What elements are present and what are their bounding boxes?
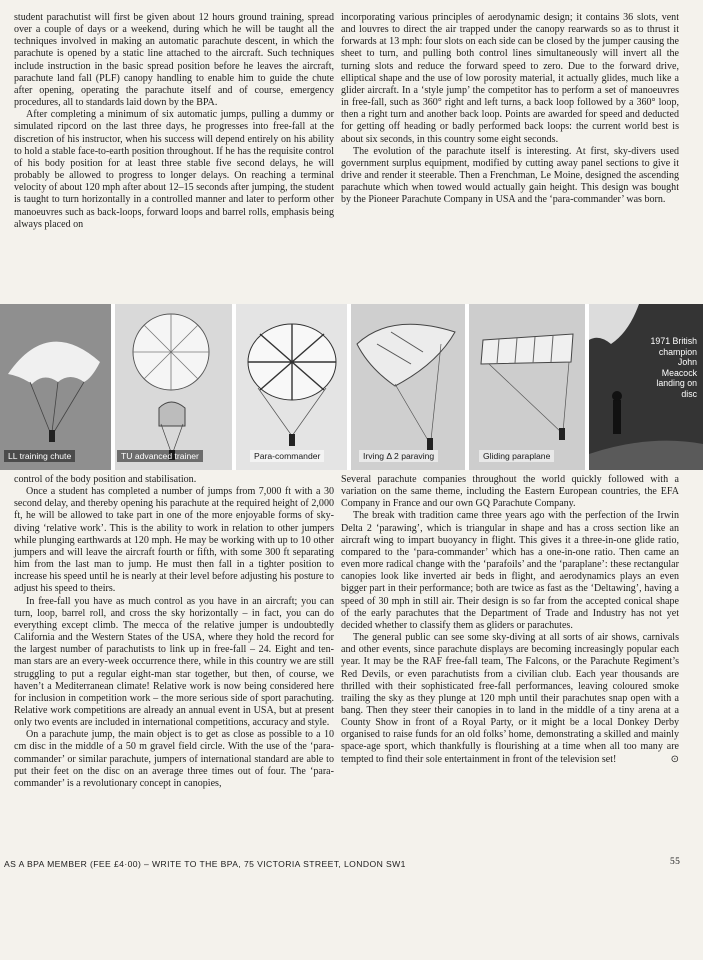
photo-para-commander [236, 304, 347, 470]
end-mark-icon: ⊙ [670, 753, 679, 765]
paragraph-text: The general public can see some sky-diving at all sorts of air shows, carnivals and other events, since parachute displays are becoming increasingly popular each year. It may be the RAF free-fall team, The Falcons, or the Parachute Regiment’s Red Devils, or even parachutists from a civilian club. Each year thousands are thrilled with their sophisticated free-fall performances, leaving coloured smoke trailing the sky as they plunge at 120 mph until their parachutes snap open with a bang. Then they steer their canopies in to land in the middle of a tiny arena at a County Show in front of a Royal Party, or it might be a local Donkey Derby organised to raise funds for an old folks’ home, demonstrating a skilled and mainly space-age sport, which thankfully is flourishing at a time when all too many are tempted to find their sole entertainment in front of the television set! [341, 632, 679, 765]
page-number: 55 [670, 857, 681, 867]
caption: LL training chute [4, 450, 75, 462]
caption: Gliding paraplane [479, 450, 554, 462]
photo-ll-training-chute [0, 304, 111, 470]
paragraph: The evolution of the parachute itself is interesting. At first, sky-divers used government surplus equipment, modified by cutting away panel sections to give it drive and render it steerable. Then a Frenchman, Le Moine, designed the ascending parachute which when towed would actually gain height. This design was bought by the Pioneer Parachute Company in USA and the ‘para-commander’ was born. [341, 145, 679, 206]
paragraph: incorporating various principles of aerodynamic design; it contains 36 slots, vent and louvres to direct the air trapped under the canopy rearwards so as to thrust it forwards at 13 mph: four slots on each side can be closed by the jumper causing the sheet to turn, and pulling both control lines simultaneously will invert all the turning slots and reduce the forward speed to zero. Due to the forward drive, elliptical shape and the use of low porosity material, it actually glides, much like a glider aircraft. In a ‘style jump’ the competitor has to perform a set of manoeuvres in free-fall, such as 360° right and left turns, a back loop followed by a 360° loop, then a right turn and another back loop. Points are awarded for speed and deducted for getting off heading or badly performed back loops: the current world best is about six seconds, in this country some eight seconds. [341, 12, 679, 145]
photo-john-meacock-landing [589, 304, 703, 470]
text-column-1 [14, 12, 334, 231]
footer-text: AS A BPA MEMBER (FEE £4·00) – WRITE TO THE BPA, 75 VICTORIA STREET, LONDON SW1 [4, 859, 406, 869]
paragraph: After completing a minimum of six automatic jumps, pulling a dummy or simulated ripcord on the last three days, he progresses into free-fall at the discretion of his instructor, when his success will depend entirely on his ability to hold a stable face-to-earth position throughout. If he has the requisite control of his body position for at least three stable five second delays, he will probably be allowed to progress to longer delays. On reaching a terminal velocity of about 120 mph after about 12–15 seconds after jumping, the student is taught to turn horizontally in a controlled manner and later to perform other manoeuvres such as back-loops, forward loops and barrel rolls, emphasis being always placed on [14, 109, 334, 230]
photo-tu-advanced-trainer [115, 304, 232, 470]
paragraph: The break with tradition came three years ago with the perfection of the Irwin Delta 2 ‘parawing’, which is triangular in shape and has a cross section like an aircraft wing to impart buoyancy in flight. This gives it a three-in-one glide ratio, compared to the ‘para-commander’ which has a one-in-one ratio. Then came an even more radical change with the ‘parafoils’ and the ‘paraplane’: these rectangular canopies look like inverted air beds in flight, and aerodynamics plays an even bigger part in their performance; both are twice as fast as the ‘Deltawing’, having a speed of 30 mph in still air. Their design is so far from the accepted conical shape of the early parachutes that the Department of Trade and Industry has not yet decided whether to classify them as gliders or parachutes. [341, 510, 679, 631]
caption: 1971 British champion John Meacock landing on disc [650, 336, 697, 399]
photo-irving-delta-2-parawing [351, 304, 465, 470]
caption: Para-commander [250, 450, 324, 462]
paragraph [341, 632, 679, 766]
caption: Irving Δ 2 paraving [359, 450, 438, 462]
paragraph: In free-fall you have as much control as you have in an aircraft; you can turn, loop, barrel roll, and cross the sky horizontally – in fact, you can do everything except climb. The mecca of the relative jumper is undoubtedly California and the Western States of the USA, where they hold the record for the largest number of parachutists to link up in free-fall – 24. Eight and ten-man stars are an every-week occurrence there, while in this country we are still struggling to put a regular eight-man star together, but then, of course, we haven’t a Mediterranean climate! Relative work is now being considered here for inclusion in competition work – the more serious side of sport parachuting. Relative work competitions are already an annual event in USA, but at present only two events are included in international competitions, accuracy and style. [14, 595, 334, 729]
paragraph: Once a student has completed a number of jumps from 7,000 ft with a 30 second delay, and thereby opening his parachute at the required height of 2,000 ft, he will be allowed to take part in one of the more enjoyable forms of sky-diving ‘relative work’. This is the ability to work in relation to other jumpers while plunging earthwards at 120 mph. He may be working with up to 10 other jumpers and will leave the aircraft fourth or fifth, with some 300 ft separating him from the last man to jump. He must then fall in a tighter position to increase his speed until he is nearly at their level before adjusting his posture to adjust his speed to theirs. [14, 486, 334, 595]
text-column-2 [341, 12, 679, 207]
paragraph: student parachutist will first be given about 12 hours ground training, spread over a couple of days or a weekend, during which he will be taught all the techniques involved in making an automatic parachute descent, in which the parachute is opened by a static line attached to the aircraft. Such techniques include instruction in the basic spread position before he leaves the aircraft, parachute land fall (PLF) canopy handling to enable him to guide the chute after opening, operating the parachute itself and of course, emergency procedures, all to standards laid down by the BPA. [14, 12, 334, 109]
photo-gliding-paraplane [469, 304, 585, 470]
text-column-3 [14, 474, 334, 790]
paragraph: control of the body position and stabilisation. [14, 474, 197, 485]
paragraph: On a parachute jump, the main object is to get as close as possible to a 10 cm disc in the middle of a 50 m gravel field circle. With the use of the ‘para-commander’ or similar parachute, jumpers of international standard are able to put their feet on the disc on an average three times out of four. The ‘para-commander’ is a revolutionary concept in canopies, [14, 729, 334, 789]
caption: TU advanced trainer [117, 450, 203, 462]
paragraph: Several parachute companies throughout the world quickly followed with a variation on the same theme, including the Eastern European countries, the EFA Company in France and our own GQ Parachute Company. [341, 474, 679, 510]
text-column-4 [341, 474, 679, 766]
photo-strip [0, 304, 703, 470]
